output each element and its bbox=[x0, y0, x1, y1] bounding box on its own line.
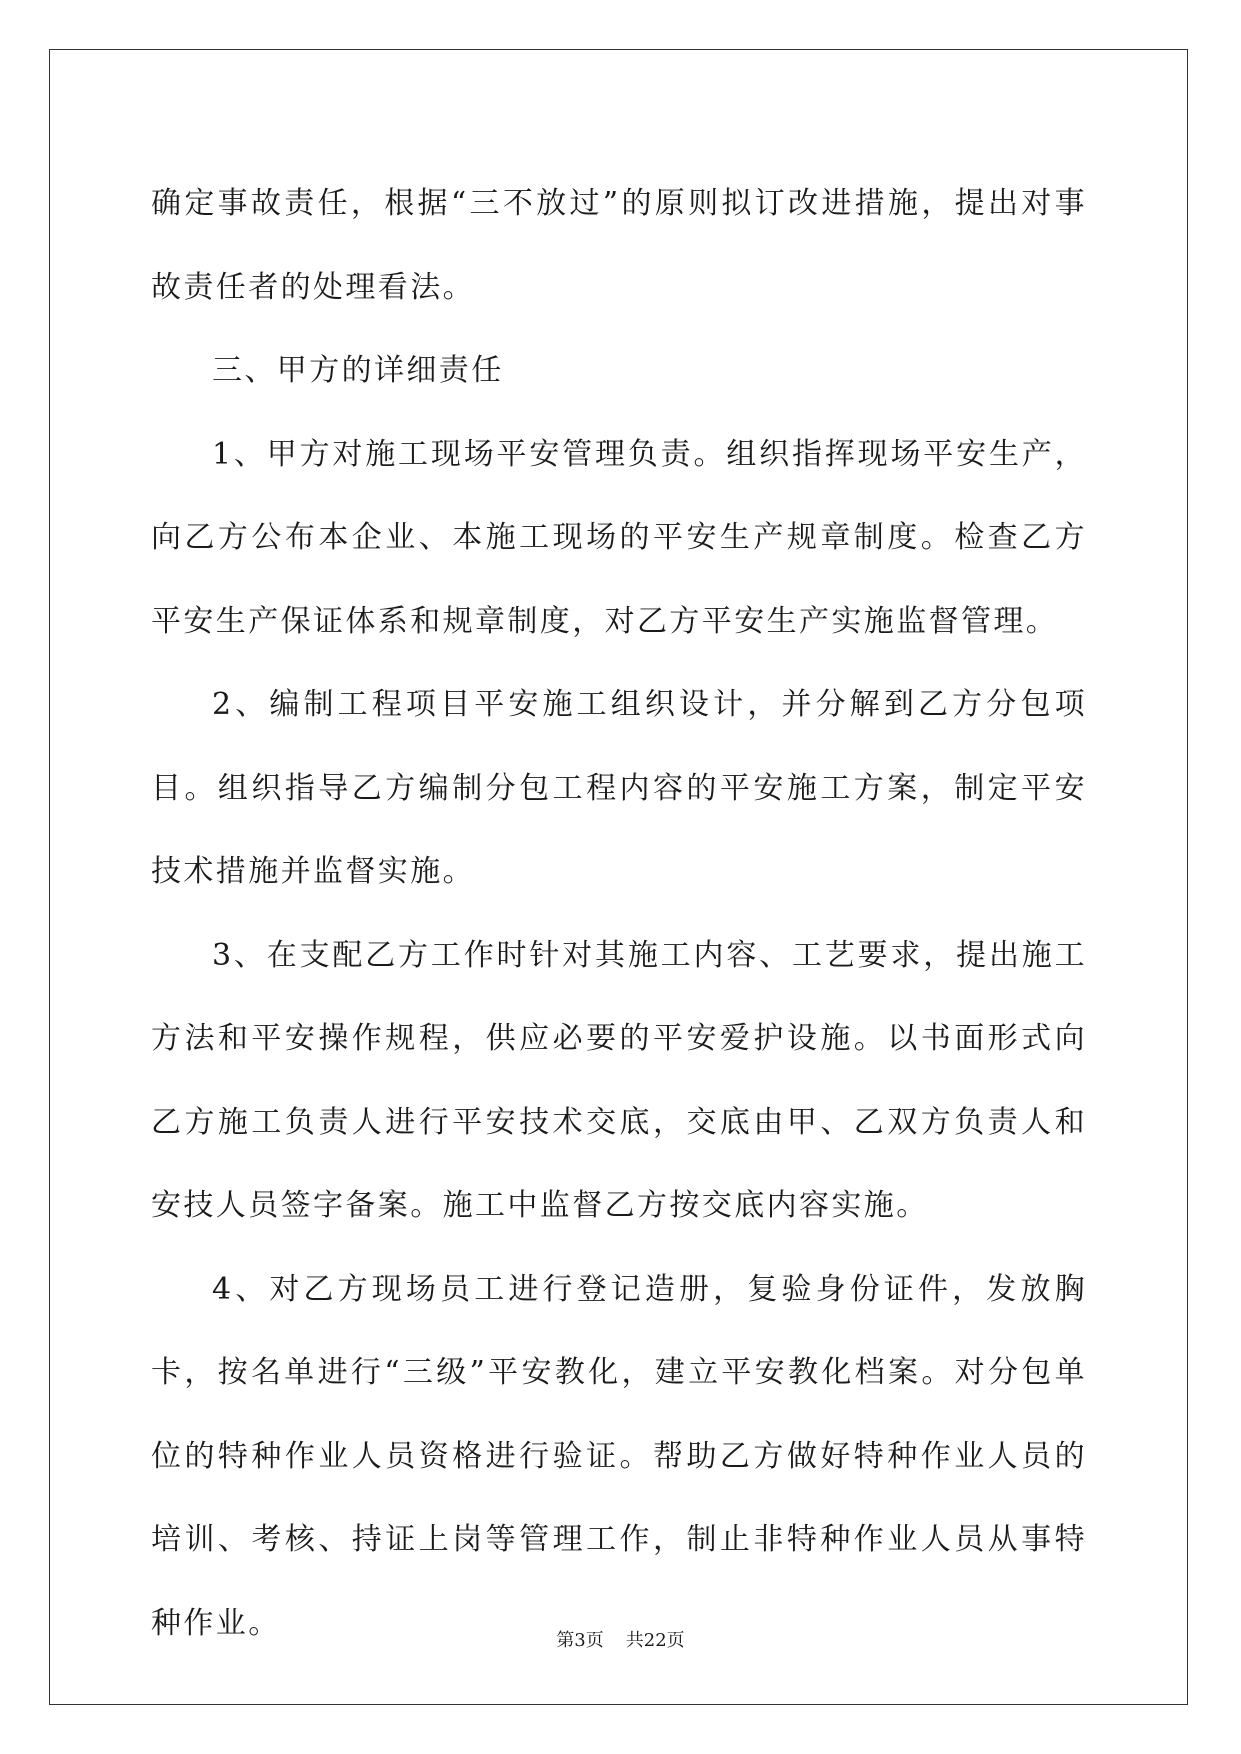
document-body bbox=[151, 162, 1087, 1665]
paragraph-item-4: 4、对乙方现场员工进行登记造册，复验身份证件，发放胸卡，按名单进行“三级”平安教化，建立平安教化档案。对分包单位的特种作业人员资格进行验证。帮助乙方做好特种作业人员的培训、考核、持证上岗等管理工作，制止非特种作业人员从事特种作业。 bbox=[151, 1271, 1087, 1641]
page-total: 共22页 bbox=[625, 1630, 685, 1651]
section-heading: 三、甲方的详细责任 bbox=[212, 353, 504, 388]
page-number: 第3页 bbox=[556, 1630, 604, 1651]
paragraph-item-3: 3、在支配乙方工作时针对其施工内容、工艺要求，提出施工方法和平安操作规程，供应必要的平安爱护设施。以书面形式向乙方施工负责人进行平安技术交底，交底由甲、乙双方负责人和安技人员签字备案。施工中监督乙方按交底内容实施。 bbox=[151, 937, 1087, 1223]
paragraph-item-2: 2、编制工程项目平安施工组织设计，并分解到乙方分包项目。组织指导乙方编制分包工程内容的平安施工方案，制定平安技术措施并监督实施。 bbox=[151, 687, 1087, 889]
paragraph-item-1: 1、甲方对施工现场平安管理负责。组织指挥现场平安生产，向乙方公布本企业、本施工现场的平安生产规章制度。检查乙方平安生产保证体系和规章制度，对乙方平安生产实施监督管理。 bbox=[151, 436, 1087, 639]
page-footer bbox=[0, 1629, 1241, 1653]
paragraph-continuation: 确定事故责任，根据“三不放过”的原则拟订改进措施，提出对事故责任者的处理看法。 bbox=[151, 186, 1087, 305]
